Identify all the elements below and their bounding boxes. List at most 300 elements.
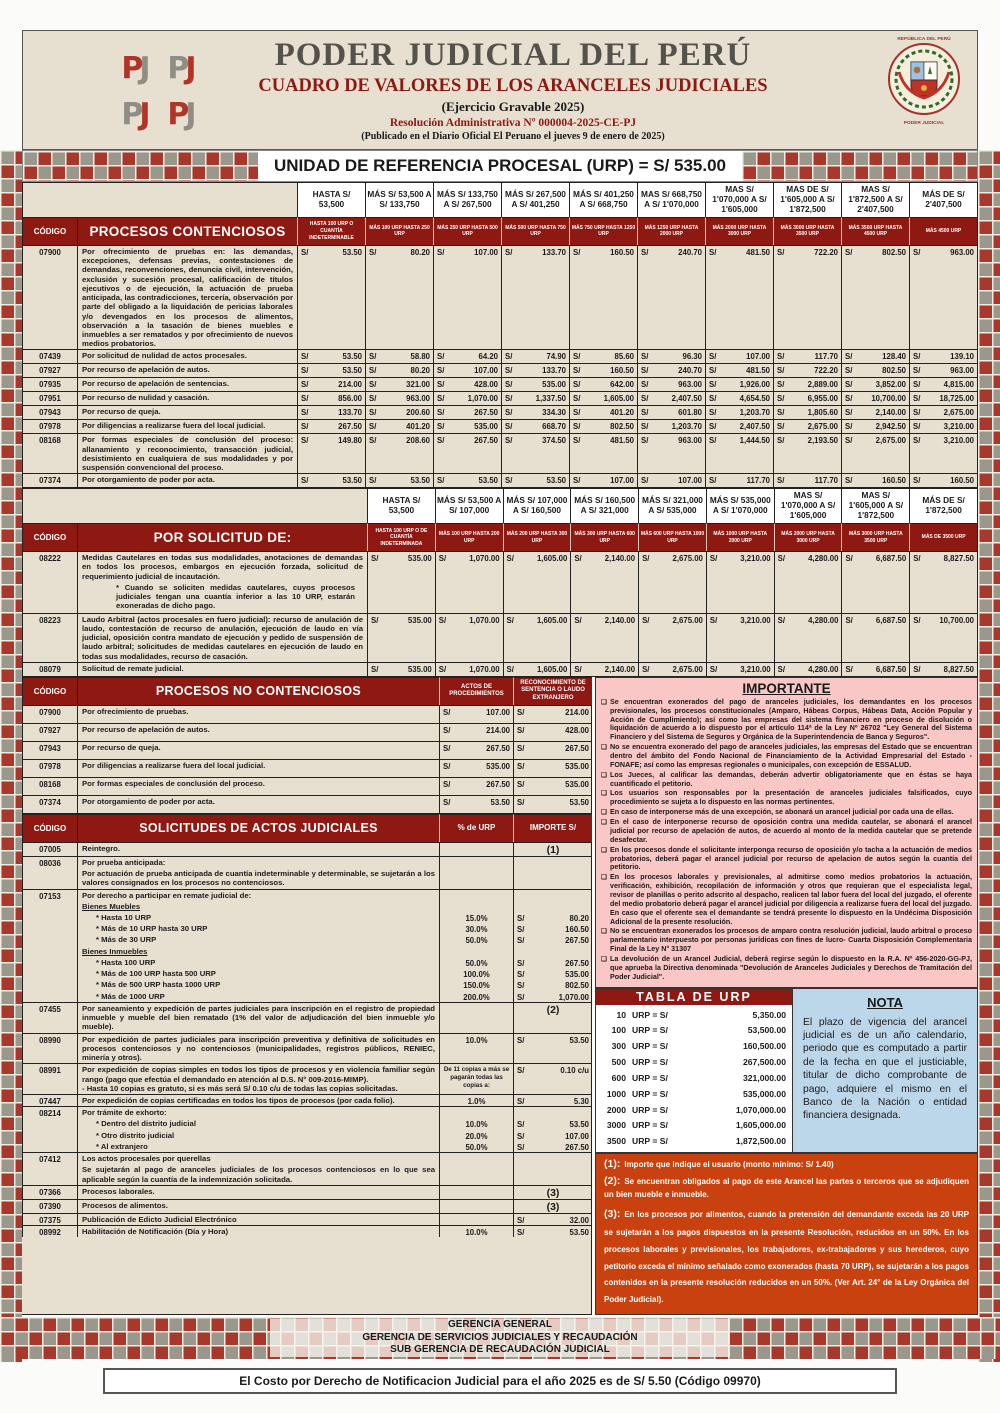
amount-value: 535.00	[542, 380, 566, 390]
description-cell	[77, 842, 439, 856]
description-text: Se sujetarán al pago de aranceles judiciales de los procesos contenciosos en lo que sea aplicable según la cuantía de la indemnización solicitada.	[82, 1165, 435, 1184]
money-cell	[569, 473, 637, 487]
amount-value: 334.30	[542, 408, 566, 418]
currency-symbol: S/	[517, 797, 525, 807]
amount-value: 601.80	[678, 408, 702, 418]
currency-symbol: S/	[709, 408, 717, 418]
table-line	[22, 901, 591, 912]
page-subtitle: CUADRO DE VALORES DE LOS ARANCELES JUDICIALES	[258, 76, 768, 96]
amount-value: 214.00	[565, 707, 589, 717]
pj-letter-j: J	[185, 96, 193, 132]
footer-line: GERENCIA GENERAL	[447, 1319, 553, 1331]
code-cell: 08990	[22, 1033, 77, 1064]
nota-box	[793, 988, 978, 1153]
urp-amount: 1,070,000.00	[735, 1104, 786, 1115]
code-cell: 07978	[22, 419, 77, 433]
table-line	[22, 1118, 591, 1129]
amount-value: 117.70	[814, 476, 838, 486]
amount-value: 139.10	[950, 352, 974, 362]
money-cell	[513, 1094, 592, 1106]
code-cell: 07935	[22, 377, 77, 391]
amount-value: 53.50	[342, 476, 362, 486]
description-cell	[77, 923, 439, 934]
description-text: Por expedición de partes judiciales para inscripción preventiva y definitiva de solicitudes en procesos contenciosos y no contenciosos (municipalidades, registros públicos, RENIEC, minería y otros).	[82, 1034, 435, 1063]
currency-symbol: S/	[777, 615, 786, 625]
currency-symbol: S/	[641, 422, 649, 432]
money-cell	[909, 662, 977, 676]
amount-value: 53.50	[342, 247, 362, 257]
money-cell	[841, 377, 909, 391]
urp-count: 100	[611, 1025, 626, 1036]
footnote-label: (3):	[604, 1207, 621, 1220]
amount-value: 401.20	[406, 422, 430, 432]
currency-symbol: S/	[574, 615, 582, 625]
money-cell	[637, 363, 705, 377]
amount-value: 53.50	[569, 1035, 589, 1045]
money-cell	[501, 377, 569, 391]
description-text: - Hasta 10 copias es gratuto, si es más será S/ 0.10 c/u de todas las copias solicitadas.	[82, 1083, 398, 1093]
amount-range-header: HASTA S/ 53,500	[367, 488, 435, 523]
money-cell	[909, 363, 977, 377]
table-line	[22, 923, 591, 934]
currency-symbol: S/	[505, 422, 513, 432]
amount-value: 149.80	[338, 436, 362, 446]
amount-value: 722.20	[814, 366, 838, 376]
urp-table-row	[598, 1039, 786, 1055]
urp-count: 300	[611, 1041, 626, 1052]
header-text-block	[213, 39, 813, 142]
currency-symbol: S/	[517, 1120, 525, 1130]
money-cell	[774, 551, 842, 612]
currency-symbol: S/	[641, 380, 649, 390]
description-cell: Por recurso de apelación de autos.	[77, 723, 439, 741]
currency-symbol: S/	[845, 408, 853, 418]
table-row	[22, 705, 591, 723]
money-cell	[841, 245, 909, 350]
currency-symbol: S/	[642, 554, 650, 564]
amount-range-header: MÁS S/ 107,000 A S/ 160,500	[503, 488, 571, 523]
percent-cell: 10.0%	[439, 1033, 513, 1064]
money-cell	[841, 405, 909, 419]
percent-cell: 150.0%	[439, 979, 513, 990]
description-cell	[77, 1094, 439, 1106]
money-cell	[569, 405, 637, 419]
description-text: * Más de 100 URP hasta 500 URP	[96, 969, 216, 979]
footer-line: SUB GERENCIA DE RECAUDACIÓN JUDICIAL	[390, 1344, 610, 1356]
table-row	[22, 433, 977, 473]
footnote-mark-cell: (2)	[513, 1002, 592, 1033]
table-line	[22, 979, 591, 990]
currency-symbol: S/	[443, 761, 451, 771]
urp-range-header: MÁS 1000 URP HASTA 2000 URP	[706, 523, 774, 551]
money-cell	[367, 613, 435, 662]
money-cell	[705, 473, 773, 487]
urp-table-row	[598, 1008, 786, 1024]
amount-value: 535.00	[565, 761, 589, 771]
amount-value: 214.00	[338, 380, 362, 390]
money-cell	[513, 759, 592, 777]
document-header	[22, 30, 978, 150]
amount-value: 2,407.50	[671, 394, 702, 404]
currency-symbol: S/	[913, 664, 921, 674]
currency-symbol: S/	[369, 247, 377, 257]
code-cell: 08168	[22, 777, 77, 795]
money-cell	[501, 245, 569, 350]
currency-symbol: S/	[573, 352, 581, 362]
money-cell	[637, 433, 705, 473]
currency-symbol: S/	[369, 476, 377, 486]
money-cell	[569, 377, 637, 391]
currency-symbol: S/	[517, 913, 525, 923]
currency-symbol: S/	[517, 707, 525, 717]
table-row	[22, 419, 977, 433]
money-cell	[439, 777, 513, 795]
table-line	[22, 1130, 591, 1141]
urp-count: 3000	[606, 1120, 626, 1131]
percent-cell	[439, 1152, 513, 1164]
amount-value: 535.00	[407, 664, 432, 674]
amount-value: 963.00	[678, 380, 702, 390]
table-procesos-contenciosos	[22, 182, 978, 488]
bullet-text: Los Jueces, al calificar las demandas, deberán advertir obligatoriamente que en éstas se haya cuantificado el petitorio.	[610, 770, 972, 788]
money-cell	[909, 245, 977, 350]
urp-table-row	[598, 1118, 786, 1134]
code-cell	[22, 934, 77, 945]
amount-value: 85.60	[614, 352, 634, 362]
currency-symbol: S/	[709, 554, 718, 564]
urp-range-header: MÁS 750 URP HASTA 1250 URP	[569, 217, 637, 245]
code-cell: 08214	[22, 1106, 77, 1118]
amount-value: 267.50	[338, 422, 362, 432]
code-cell: 07390	[22, 1199, 77, 1213]
percent-cell: 50.0%	[439, 934, 513, 945]
bullet-text: Se encuentran exonerados del pago de aranceles judiciales, los demandantes en los procesos previsionales, los procesos constitucionales (Amparo, Hábeas Corpus, Hábeas Data, Acción Popular y Acción de Cumplimiento); así como las empresas del sistema financiero en proceso de disolución o liquidación de acuerdo a lo dispuesto por el artículo 114ª de la Ley Nº 26702 "Ley General del Sistema Financiero y del Sistema de Seguros y Orgánica de la Superintendencia de Banca y Seguros".	[610, 697, 972, 742]
currency-symbol: S/	[437, 366, 445, 376]
amount-value: 2,675.00	[875, 436, 906, 446]
money-cell	[773, 419, 841, 433]
code-cell: 07943	[22, 405, 77, 419]
description-text: Por ofrecimiento de pruebas en: las demandas, excepciones, defensas previas, contestaciones de demandas, reconvenciones, denuncia civil, intervención, exclusión y sucesión procesal, calificación de títulos ejecutivos o de ejecución, la actuación de prueba anticipada, las contradicciones, tercería, observación por parte del obligado a la liquidación de pericias laborales y/o devengados en los procesos de alimentos, observación a la tasación de bienes muebles e inmuebles a ser rematados y por ofrecimiento de nuevos medios probatorios.	[82, 246, 293, 349]
currency-symbol: S/	[301, 247, 309, 257]
urp-table-row	[598, 1055, 786, 1071]
empty-amount-cell	[513, 868, 592, 888]
money-cell	[513, 1225, 592, 1237]
amount-value: 117.70	[814, 352, 838, 362]
amount-value: 240.70	[678, 247, 702, 257]
amount-value: 267.50	[565, 936, 589, 946]
urp-range-header: HASTA 100 URP O DE CUANTÍA INDETERMINADA	[367, 523, 435, 551]
empty-amount-cell	[513, 889, 592, 901]
currency-symbol: S/	[437, 408, 445, 418]
table-line	[22, 957, 591, 968]
currency-symbol: S/	[574, 554, 582, 564]
amount-value: 963.00	[678, 436, 702, 446]
money-cell	[365, 245, 433, 350]
percent-cell: 1.0%	[439, 1094, 513, 1106]
urp-range-header: MÁS 2000 URP HASTA 3000 URP	[774, 523, 842, 551]
bullet-square-icon: ❑	[601, 819, 607, 827]
bullet-square-icon: ❑	[601, 698, 607, 706]
description-cell	[77, 968, 439, 979]
money-cell	[773, 363, 841, 377]
table-row	[22, 363, 977, 377]
description-text: Por trámite de exhorto:	[82, 1108, 167, 1118]
money-cell	[705, 349, 773, 363]
currency-symbol: S/	[845, 366, 853, 376]
amount-value: 107.00	[474, 247, 498, 257]
currency-symbol: S/	[506, 664, 514, 674]
currency-symbol: S/	[573, 436, 581, 446]
description-text: Por formas especiales de conclusión del proceso: allanamiento y reconocimiento, transacción judicial, desistimiento en cualquiera de sus modalidades y por suspensión convencional del proceso.	[82, 435, 293, 473]
percent-cell: 50.0%	[439, 957, 513, 968]
table-row	[22, 391, 977, 405]
empty-amount-cell	[513, 1106, 592, 1118]
money-cell	[513, 1141, 592, 1152]
money-cell	[773, 433, 841, 473]
urp-range-header: MÁS 100 URP HASTA 200 URP	[435, 523, 503, 551]
money-cell	[513, 1033, 592, 1064]
pj-tile-band-left	[23, 151, 258, 181]
bullet-text: No se encuentran exonerados los procesos de amparo contra resolución judicial, laudo arbitral o proceso parlamentario interpuesto por personas jurídicas con fines de lucro- Cuarta Disposición Complementaria Final de la Ley N° 31307	[610, 927, 972, 954]
percent-cell: 10.0%	[439, 1118, 513, 1129]
code-cell	[22, 991, 77, 1002]
poder-judicial-logo	[111, 45, 203, 137]
money-cell	[513, 1063, 592, 1094]
description-cell: Por diligencias a realizarse fuera del local judicial.	[77, 759, 439, 777]
money-cell	[367, 551, 435, 612]
amount-value: 1,070.00	[467, 394, 498, 404]
description-text: Por recurso de apelación de autos.	[82, 365, 210, 375]
importante-bullet-list	[601, 698, 972, 982]
code-cell: 08168	[22, 433, 77, 473]
amount-value: 802.50	[882, 366, 906, 376]
amount-value: 2,675.00	[672, 554, 703, 564]
description-cell	[77, 1106, 439, 1118]
amount-range-header: MAS DE S/ 1'605,000 A S/ 1'872,500	[773, 182, 841, 217]
description-text: Por otorgamiento de poder por acta.	[82, 475, 215, 485]
currency-symbol: S/	[517, 1066, 525, 1076]
currency-symbol: S/	[517, 761, 525, 771]
money-cell	[513, 923, 592, 934]
code-cell: 07412	[22, 1152, 77, 1164]
amount-value: 1,070.00	[558, 992, 589, 1002]
amount-range-header: MÁS S/ 321,000 A S/ 535,000	[638, 488, 706, 523]
footnote-text: Importe que indique el usuario (monto mínimo: S/ 1.40)	[624, 1159, 834, 1169]
amount-value: 374.50	[542, 436, 566, 446]
table-row	[22, 245, 977, 350]
pj-logo-tile	[157, 91, 203, 137]
currency-symbol: S/	[709, 422, 717, 432]
currency-symbol: S/	[777, 394, 785, 404]
bullet-text: En caso de interponerse más de una excepción, se abonará un arancel judicial por cada una de ellas.	[610, 808, 954, 817]
money-cell	[513, 1118, 592, 1129]
urp-count: 2000	[606, 1104, 626, 1115]
currency-symbol: S/	[913, 352, 921, 362]
currency-symbol: S/	[506, 554, 514, 564]
bullet-square-icon: ❑	[601, 744, 607, 752]
amount-value: 481.50	[610, 436, 634, 446]
amount-value: 2,140.00	[604, 554, 636, 564]
currency-symbol: S/	[438, 664, 447, 674]
currency-symbol: S/	[437, 476, 445, 486]
amount-range-header: MÁS S/ 267,500 A S/ 401,250	[501, 182, 569, 217]
currency-symbol: S/	[573, 380, 581, 390]
amount-value: 1,070.00	[469, 664, 500, 674]
money-cell	[365, 391, 433, 405]
amount-value: 267.50	[565, 743, 589, 753]
percent-cell: 15.0%	[439, 912, 513, 923]
amount-value: 3,852.00	[875, 380, 906, 390]
amount-range-header: MÁS DE S/ 2'407,500	[909, 182, 977, 217]
urp-banner-text: UNIDAD DE REFERENCIA PROCESAL (URP) = S/ 535.00	[274, 156, 727, 175]
importante-bullet	[601, 955, 972, 982]
description-cell	[77, 1199, 439, 1213]
amount-value: 535.00	[407, 554, 432, 564]
currency-symbol: S/	[777, 380, 785, 390]
money-cell	[706, 613, 774, 662]
amount-value: 2,942.50	[875, 422, 906, 432]
amount-value: 3,210.00	[740, 664, 771, 674]
table-line	[22, 842, 591, 856]
urp-range-header: MÁS 100 URP HASTA 250 URP	[365, 217, 433, 245]
amount-value: 722.20	[814, 247, 838, 257]
table-line	[22, 934, 591, 945]
amount-value: 1,070.00	[469, 554, 500, 564]
footer-tile-band	[0, 1317, 1000, 1359]
amount-value: 535.00	[565, 779, 589, 789]
description-text: * Hasta 100 URP	[96, 957, 156, 967]
currency-symbol: S/	[573, 247, 581, 257]
currency-symbol: S/	[437, 422, 445, 432]
description-cell	[77, 405, 297, 419]
bullet-square-icon: ❑	[601, 809, 607, 817]
amount-value: 1,605.00	[603, 394, 634, 404]
description-cell	[77, 1141, 439, 1152]
money-cell	[773, 377, 841, 391]
table-line	[22, 1199, 591, 1213]
percent-cell: 200.0%	[439, 991, 513, 1002]
amount-value: 4,815.00	[943, 380, 974, 390]
percent-cell	[439, 1164, 513, 1184]
amount-value: 107.00	[486, 707, 510, 717]
currency-symbol: S/	[709, 380, 717, 390]
bullet-square-icon: ❑	[601, 790, 607, 798]
urp-table-row	[598, 1023, 786, 1039]
currency-symbol: S/	[777, 247, 785, 257]
money-cell	[637, 473, 705, 487]
currency-symbol: S/	[505, 247, 513, 257]
currency-symbol: S/	[443, 779, 451, 789]
fee-table-band-row	[22, 217, 977, 245]
money-cell	[365, 419, 433, 433]
percent-cell	[439, 901, 513, 912]
money-cell	[433, 349, 501, 363]
amount-value: 1,605.00	[536, 554, 568, 564]
urp-range-header: MÁS DE 3500 URP	[909, 523, 977, 551]
footnote	[604, 1174, 969, 1201]
code-cell: 07943	[22, 741, 77, 759]
money-cell	[297, 245, 365, 350]
urp-range-header: MÁS 4500 URP	[909, 217, 977, 245]
pj-letter-j: J	[185, 50, 193, 86]
importante-bullet	[601, 771, 972, 789]
table-line	[22, 1164, 591, 1184]
currency-symbol: S/	[369, 436, 377, 446]
description-text: Por expedición de copias simples en todos los tipos de procesos y en violencia familiar según rango (pago que efectúa el demandado en atención al D.S. N° 009-2016-MIMP).	[82, 1065, 435, 1084]
currency-symbol: S/	[437, 394, 445, 404]
bullet-text: En los procesos laborales y previsionales, al admitirse como medios probatorios la actuación, verificación, exhibición, recopilación de información y otros que requieran que el especialista legal, revisor de planillas o perito adscrito al despacho, realicen tal labor fuera del local del juzgado, el oferente del medio probatorio deberá pagar el arancel judicial por diligencia a realizarse fuera del local del juzgado. En caso que el oferente sea el demandante se tendrá presente lo dispuesto en la Undécima Disposición Adicional de la presente resolución.	[610, 873, 972, 926]
table-por-solicitud-de	[22, 488, 978, 676]
urp-amount: 5,350.00	[752, 1009, 786, 1020]
description-cell	[77, 377, 297, 391]
lower-left-column	[22, 677, 592, 1315]
currency-symbol: S/	[517, 925, 525, 935]
currency-symbol: S/	[777, 408, 785, 418]
footnote-label: (2):	[604, 1175, 621, 1188]
currency-symbol: S/	[301, 422, 309, 432]
table-line	[22, 1063, 591, 1094]
currency-symbol: S/	[443, 707, 451, 717]
amount-value: 535.00	[486, 761, 510, 771]
description-text: Procesos de alimentos.	[82, 1200, 168, 1210]
currency-symbol: S/	[443, 725, 451, 735]
currency-symbol: S/	[642, 615, 650, 625]
amount-range-header: MAS S/ 668,750 A S/ 1'070,000	[637, 182, 705, 217]
description-cell	[77, 1063, 439, 1094]
percent-cell	[439, 1199, 513, 1213]
percent-cell	[439, 1106, 513, 1118]
money-cell	[433, 363, 501, 377]
money-cell	[909, 433, 977, 473]
table-row	[22, 473, 977, 487]
header-corner-cell	[22, 488, 367, 523]
empty-amount-cell	[513, 946, 592, 957]
amount-range-header: MÁS S/ 535,000 A S/ 1'070,000	[706, 488, 774, 523]
main-content	[22, 182, 978, 1315]
currency-symbol: S/	[437, 352, 445, 362]
table-row	[22, 349, 977, 363]
description-cell	[77, 613, 367, 662]
amount-value: 6,687.50	[875, 615, 907, 625]
amount-value: 160.50	[882, 476, 906, 486]
money-cell	[367, 662, 435, 676]
amount-value: 8,827.50	[943, 554, 974, 564]
amount-value: 1,444.50	[739, 436, 770, 446]
money-cell	[433, 245, 501, 350]
amount-value: 1,805.60	[807, 408, 838, 418]
currency-symbol: S/	[517, 779, 525, 789]
exercise-year: (Ejercicio Gravable 2025)	[441, 99, 585, 114]
urp-count: 3500	[606, 1136, 626, 1147]
nc-band-row	[22, 677, 591, 705]
description-cell	[77, 1213, 439, 1225]
currency-symbol: S/	[641, 247, 649, 257]
code-cell: 07951	[22, 391, 77, 405]
money-cell	[705, 419, 773, 433]
currency-symbol: S/	[709, 436, 717, 446]
money-cell	[439, 723, 513, 741]
amount-value: 117.70	[746, 476, 770, 486]
amount-range-header: MÁS S/ 160,500 A S/ 321,000	[570, 488, 638, 523]
amount-value: 856.00	[338, 394, 362, 404]
amount-value: 1,605.00	[536, 615, 568, 625]
table-line	[22, 889, 591, 901]
footnote	[604, 1203, 969, 1309]
pj-logo-tile	[157, 45, 203, 91]
importante-box	[595, 677, 978, 988]
amount-value: 107.00	[474, 366, 498, 376]
urp-table-row	[598, 1087, 786, 1103]
